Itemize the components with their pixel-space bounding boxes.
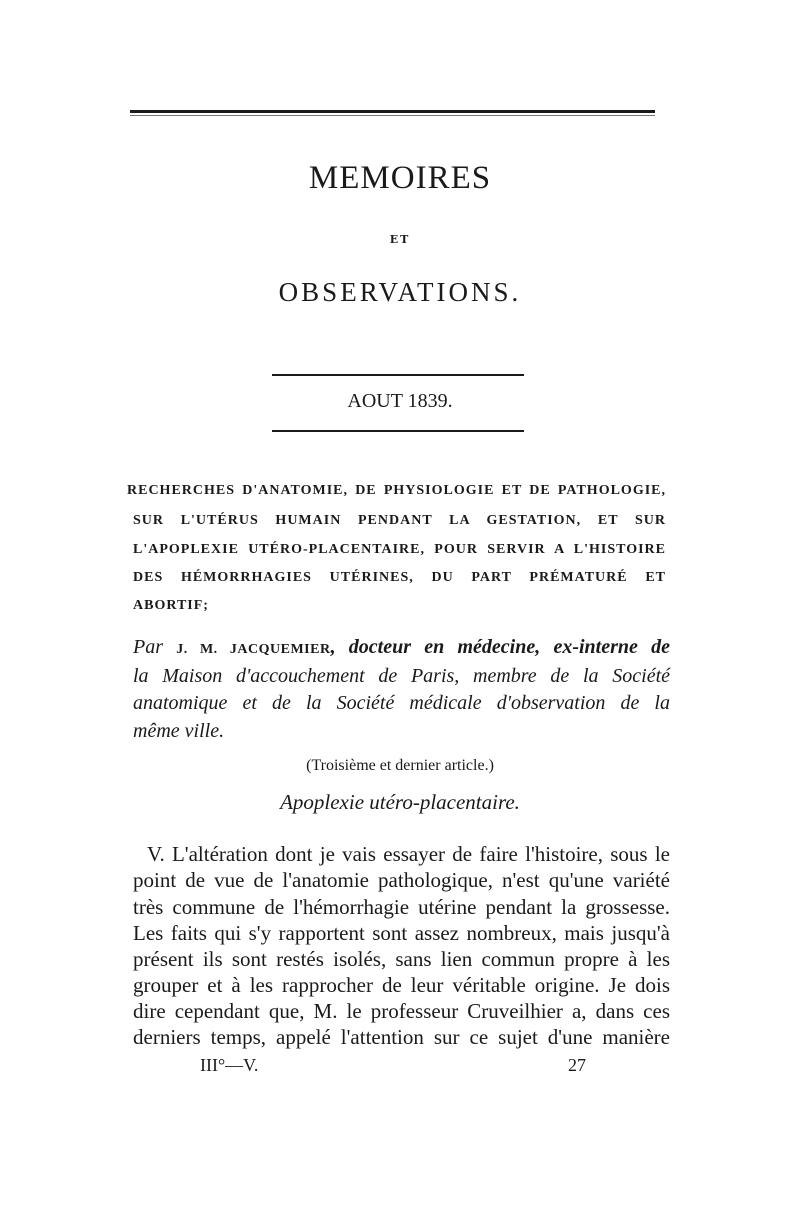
date-rule-bottom	[272, 430, 524, 432]
section-heading-title: MEMOIRES	[308, 160, 492, 196]
body-line: point de vue de l'anatomie pathologique, n'est qu'une variété	[133, 868, 670, 892]
top-rule	[130, 110, 655, 113]
article-note: (Troisième et dernier article.)	[306, 757, 494, 774]
article-title-line: ABORTIF;	[133, 598, 209, 613]
byline-credentials: , docteur en médecine, ex-interne de	[330, 636, 670, 658]
article-title-line: SUR L'UTÉRUS HUMAIN PENDANT LA GESTATION, ET SUR	[133, 513, 666, 528]
body-line: grouper et à les rapprocher de leur véritable origine. Je dois	[133, 973, 670, 997]
top-rule-thin	[130, 115, 655, 116]
body-line: derniers temps, appelé l'attention sur ce sujet d'une manière	[133, 1025, 670, 1049]
byline-line	[133, 636, 670, 659]
byline-line: la Maison d'accouchement de Paris, membre de la Société	[133, 665, 670, 687]
section-heading-conjunction: ET	[389, 233, 411, 246]
body-line: dire cependant que, M. le professeur Cruveilhier a, dans ces	[133, 999, 670, 1023]
section-heading-subtitle: OBSERVATIONS.	[278, 277, 522, 307]
section-title: Apoplexie utéro-placentaire.	[280, 790, 520, 814]
article-title-line: L'APOPLEXIE UTÉRO-PLACENTAIRE, POUR SERVIR A L'HISTOIRE	[133, 542, 666, 557]
article-title-line: DES HÉMORRHAGIES UTÉRINES, DU PART PRÉMATURÉ ET	[133, 570, 666, 585]
body-line: très commune de l'hémorrhagie utérine pendant la grossesse.	[133, 895, 670, 919]
body-line: V. L'altération dont je vais essayer de faire l'histoire, sous le	[147, 842, 670, 866]
byline-by: Par	[133, 636, 163, 658]
author-name: J. M. JACQUEMIER	[176, 642, 331, 657]
issue-date: AOUT 1839.	[347, 390, 453, 412]
byline-line: anatomique et de la Société médicale d'observation de la	[133, 692, 670, 714]
date-rule-top	[272, 374, 524, 376]
byline-line: même ville.	[133, 720, 225, 742]
body-line: présent ils sont restés isolés, sans lien commun propre à les	[133, 947, 670, 971]
page-number: 27	[568, 1055, 586, 1075]
signature-mark: III°—V.	[200, 1055, 259, 1075]
article-title-line: RECHERCHES D'ANATOMIE, DE PHYSIOLOGIE ET DE PATHOLOGIE,	[127, 483, 666, 498]
body-line: Les faits qui s'y rapportent sont assez nombreux, mais jusqu'à	[133, 921, 670, 945]
